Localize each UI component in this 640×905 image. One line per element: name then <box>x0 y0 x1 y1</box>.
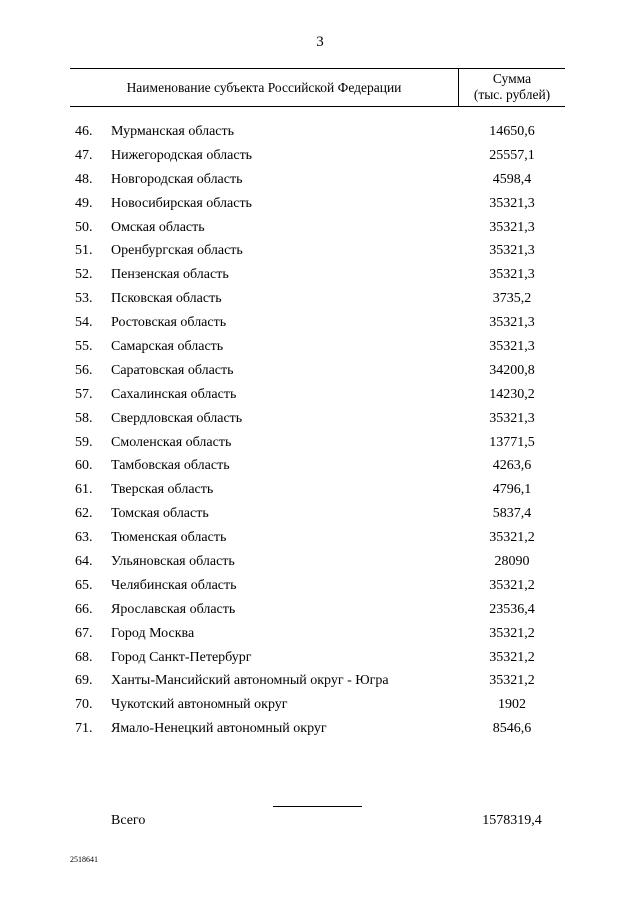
row-number: 59. <box>75 434 93 450</box>
row-region-name: Ульяновская область <box>111 554 235 570</box>
row-number: 53. <box>75 291 93 307</box>
row-region-name: Свердловская область <box>111 410 243 426</box>
row-sum-value: 28090 <box>494 554 530 570</box>
row-number: 56. <box>75 362 93 378</box>
row-sum-value: 4598,4 <box>492 171 532 187</box>
table-row <box>70 383 565 407</box>
row-number: 66. <box>75 601 93 617</box>
row-sum-value: 3735,2 <box>492 291 532 307</box>
row-sum-value: 25557,1 <box>489 147 535 163</box>
table-body <box>70 120 565 741</box>
table-row <box>70 431 565 455</box>
table-row <box>70 144 565 168</box>
row-region-name: Ямало-Ненецкий автономный округ <box>111 721 327 737</box>
row-region-name: Челябинская область <box>111 577 237 593</box>
row-region-name: Омская область <box>111 219 205 235</box>
row-sum-value: 35321,3 <box>489 243 535 259</box>
row-region-name: Новосибирская область <box>111 195 252 211</box>
row-number: 69. <box>75 673 93 689</box>
table-row <box>70 263 565 287</box>
row-sum-value: 35321,2 <box>489 649 535 665</box>
row-region-name: Чукотский автономный округ <box>111 697 288 713</box>
row-number: 54. <box>75 315 93 331</box>
table-row <box>70 335 565 359</box>
row-region-name: Город Санкт-Петербург <box>111 649 252 665</box>
table-row <box>70 239 565 263</box>
row-sum-value: 35321,3 <box>489 267 535 283</box>
row-number: 60. <box>75 458 93 474</box>
row-sum-value: 14230,2 <box>489 386 535 402</box>
table-row <box>70 478 565 502</box>
total-value: 1578319,4 <box>482 813 542 828</box>
row-number: 48. <box>75 171 93 187</box>
table-row <box>70 669 565 693</box>
row-region-name: Тюменская область <box>111 530 227 546</box>
total-row <box>70 809 565 833</box>
total-label: Всего <box>111 813 146 828</box>
row-sum-value: 35321,3 <box>489 315 535 331</box>
row-number: 46. <box>75 124 93 139</box>
document-code: 2518641 <box>70 855 98 864</box>
row-number: 50. <box>75 219 93 235</box>
table-row <box>70 454 565 478</box>
row-region-name: Пензенская область <box>111 267 229 283</box>
row-number: 51. <box>75 243 93 259</box>
row-sum-value: 4796,1 <box>492 482 532 498</box>
row-number: 61. <box>75 482 93 498</box>
row-number: 62. <box>75 506 93 522</box>
row-sum-value: 34200,8 <box>489 362 535 378</box>
row-region-name: Город Москва <box>111 625 195 641</box>
row-region-name: Сахалинская область <box>111 386 237 402</box>
table-row <box>70 574 565 598</box>
row-sum-value: 35321,2 <box>489 577 535 593</box>
table-row <box>70 168 565 192</box>
row-number: 71. <box>75 721 93 737</box>
row-sum-value: 35321,2 <box>489 625 535 641</box>
row-sum-value: 23536,4 <box>489 601 535 617</box>
row-region-name: Оренбургская область <box>111 243 243 259</box>
table-row <box>70 598 565 622</box>
row-number: 47. <box>75 147 93 163</box>
table-row <box>70 359 565 383</box>
table-row <box>70 550 565 574</box>
row-region-name: Псковская область <box>111 291 222 307</box>
table-row <box>70 646 565 670</box>
table-row <box>70 717 565 741</box>
row-region-name: Томская область <box>111 506 209 522</box>
row-region-name: Ханты-Мансийский автономный округ - Югра <box>111 673 389 689</box>
row-number: 49. <box>75 195 93 211</box>
row-region-name: Ростовская область <box>111 315 227 331</box>
funding-table <box>70 68 565 828</box>
header-region-name: Наименование субъекта Российской Федерации <box>70 69 459 106</box>
row-number: 57. <box>75 386 93 402</box>
row-region-name: Самарская область <box>111 339 224 355</box>
row-number: 58. <box>75 410 93 426</box>
row-number: 63. <box>75 530 93 546</box>
header-sum <box>459 71 565 103</box>
row-number: 52. <box>75 267 93 283</box>
table-row <box>70 526 565 550</box>
row-number: 68. <box>75 649 93 665</box>
row-sum-value: 13771,5 <box>489 434 535 450</box>
table-row <box>70 287 565 311</box>
row-number: 65. <box>75 577 93 593</box>
table-row <box>70 216 565 240</box>
table-header <box>70 68 565 107</box>
header-sum-unit: (тыс. рублей) <box>473 87 551 102</box>
header-sum-label: Сумма <box>492 71 532 86</box>
row-sum-value: 1902 <box>498 697 526 713</box>
table-row <box>70 192 565 216</box>
row-sum-value: 35321,2 <box>489 673 535 689</box>
table-row <box>70 693 565 717</box>
table-row <box>70 502 565 526</box>
row-number: 67. <box>75 625 93 641</box>
row-sum-value: 35321,2 <box>489 530 535 546</box>
page-number: 3 <box>316 34 324 50</box>
row-region-name: Нижегородская область <box>111 147 253 163</box>
row-region-name: Ярославская область <box>111 601 236 617</box>
row-number: 55. <box>75 339 93 355</box>
table-row <box>70 407 565 431</box>
table-row <box>70 120 565 144</box>
row-sum-value: 4263,6 <box>492 458 532 474</box>
row-sum-value: 8546,6 <box>492 721 532 737</box>
row-region-name: Мурманская область <box>111 124 235 139</box>
row-number: 70. <box>75 697 93 713</box>
row-region-name: Тамбовская область <box>111 458 230 474</box>
row-sum-value: 14650,6 <box>489 124 535 139</box>
row-region-name: Саратовская область <box>111 362 234 378</box>
row-sum-value: 35321,3 <box>489 410 535 426</box>
row-sum-value: 35321,3 <box>489 339 535 355</box>
row-sum-value: 35321,3 <box>489 219 535 235</box>
table-row <box>70 622 565 646</box>
row-sum-value: 35321,3 <box>489 195 535 211</box>
row-region-name: Тверская область <box>111 482 214 498</box>
row-region-name: Новгородская область <box>111 171 243 187</box>
table-row <box>70 311 565 335</box>
row-number: 64. <box>75 554 93 570</box>
row-sum-value: 5837,4 <box>492 506 532 522</box>
end-divider <box>273 806 362 807</box>
row-region-name: Смоленская область <box>111 434 232 450</box>
